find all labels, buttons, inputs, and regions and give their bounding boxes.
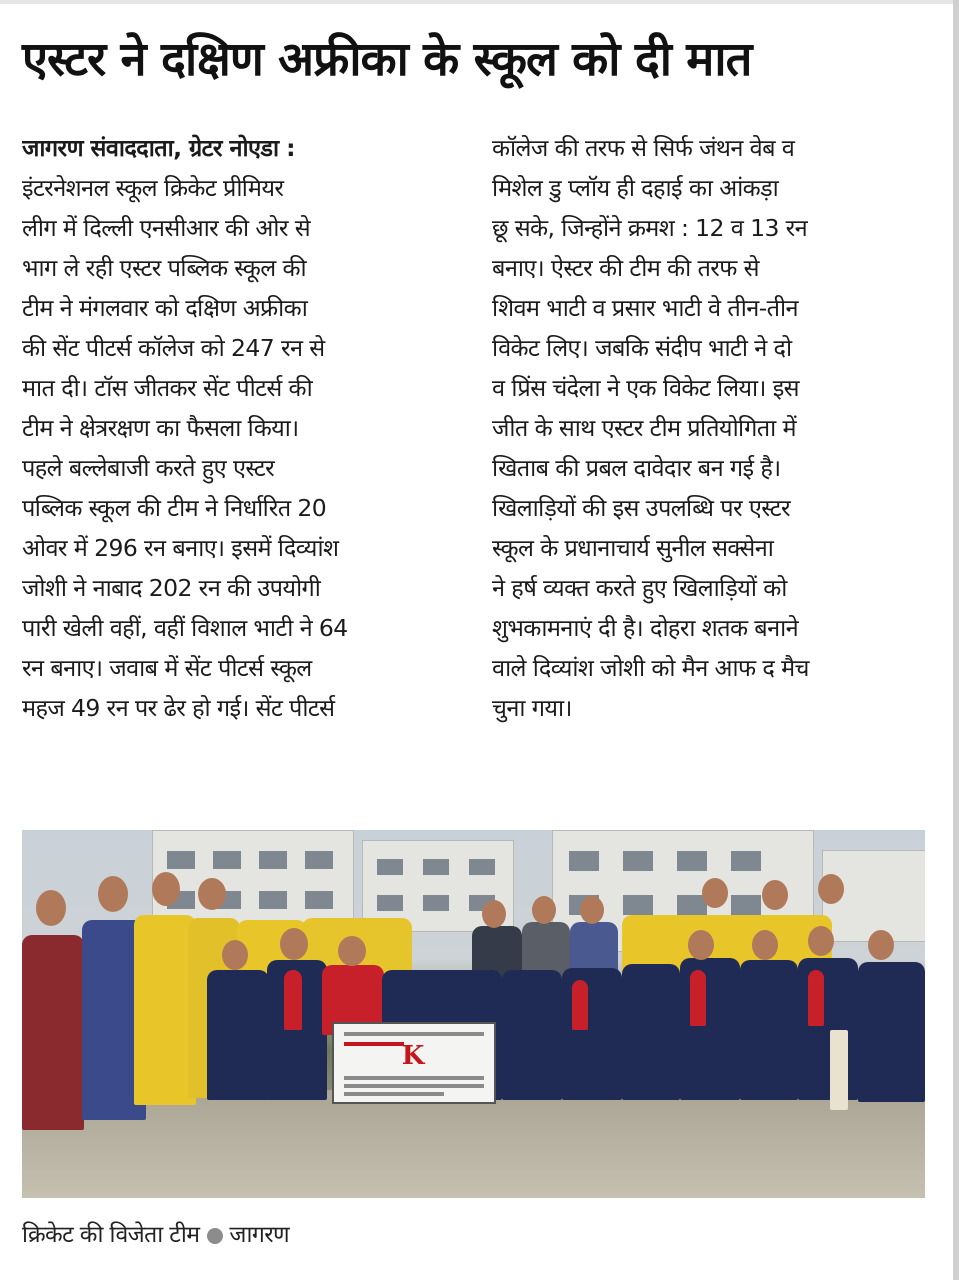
player-figure [207, 970, 269, 1100]
photo-caption [22, 1218, 289, 1252]
player-figure [562, 968, 622, 1100]
byline: जागरण संवाददाता, ग्रेटर नोएडा : [22, 134, 295, 162]
player-figure [284, 970, 302, 1030]
article-line: बनाए। ऐस्टर की टीम की तरफ से [492, 254, 759, 282]
article-line: विकेट लिए। जबकि संदीप भाटी ने दो [492, 334, 792, 362]
page-top-edge [0, 0, 959, 4]
article-line: शुभकामनाएं दी है। दोहरा शतक बनाने [492, 614, 799, 642]
player-figure [858, 962, 925, 1102]
article-line: छू सके, जिन्होंने क्रमश : 12 व 13 रन [492, 214, 808, 242]
sponsor-banner [332, 1022, 496, 1104]
player-figure [798, 958, 858, 1100]
player-figure [690, 970, 706, 1026]
bullet-icon [207, 1228, 223, 1244]
cricket-ground [22, 1090, 925, 1198]
article-line: व प्रिंस चंदेला ने एक विकेट लिया। इस [492, 374, 799, 402]
article-body [22, 128, 922, 828]
article-column-left [22, 128, 454, 728]
sponsor-logo: K [401, 1041, 425, 1071]
article-line: महज 49 रन पर ढेर हो गई। सेंट पीटर्स [22, 694, 335, 722]
player-figure [134, 915, 196, 1105]
player-figure [572, 980, 588, 1030]
caption-credit: जागरण [229, 1222, 290, 1248]
cricket-bat [830, 1030, 848, 1110]
article-line: ने हर्ष व्यक्त करते हुए खिलाड़ियों को [492, 574, 787, 602]
player-figure [622, 964, 680, 1100]
article-line: मात दी। टॉस जीतकर सेंट पीटर्स की [22, 374, 313, 402]
article-line: वाले दिव्यांश जोशी को मैन आफ द मैच [492, 654, 809, 682]
article-line: टीम ने मंगलवार को दक्षिण अफ्रीका [22, 294, 308, 322]
article-line: ओवर में 296 रन बनाए। इसमें दिव्यांश [22, 534, 339, 562]
article-line: स्कूल के प्रधानाचार्य सुनील सक्सेना [492, 534, 774, 562]
page-right-edge [953, 0, 959, 1280]
article-line: रन बनाए। जवाब में सेंट पीटर्स स्कूल [22, 654, 312, 682]
headline: एस्टर ने दक्षिण अफ्रीका के स्कूल को दी मात [22, 32, 752, 87]
article-line: खिताब की प्रबल दावेदार बन गई है। [492, 454, 781, 482]
article-line: शिवम भाटी व प्रसार भाटी वे तीन-तीन [492, 294, 798, 322]
article-line: जोशी ने नाबाद 202 रन की उपयोगी [22, 574, 321, 602]
article-line: खिलाड़ियों की इस उपलब्धि पर एस्टर [492, 494, 791, 522]
article-line: पारी खेली वहीं, वहीं विशाल भाटी ने 64 [22, 614, 348, 642]
article-line: चुना गया। [492, 694, 572, 722]
caption-text: क्रिकेट की विजेता टीम [22, 1222, 200, 1248]
article-line: भाग ले रही एस्टर पब्लिक स्कूल की [22, 254, 306, 282]
article-line: टीम ने क्षेत्ररक्षण का फैसला किया। [22, 414, 299, 442]
player-figure [808, 970, 824, 1026]
article-line: लीग में दिल्ली एनसीआर की ओर से [22, 214, 311, 242]
player-figure [22, 935, 84, 1130]
article-line: जीत के साथ एस्टर टीम प्रतियोगिता में [492, 414, 796, 442]
article-line: कॉलेज की तरफ से सिर्फ जंथन वेब व [492, 134, 795, 162]
player-figure [740, 960, 798, 1100]
article-column-right [492, 128, 924, 728]
article-line: पब्लिक स्कूल की टीम ने निर्धारित 20 [22, 494, 327, 522]
player-figure [680, 958, 740, 1100]
team-photo [22, 830, 925, 1198]
article-line: पहले बल्लेबाजी करते हुए एस्टर [22, 454, 275, 482]
player-figure [502, 970, 562, 1100]
article-line: मिशेल डु प्लॉय ही दहाई का आंकड़ा [492, 174, 779, 202]
article-line: इंटरनेशनल स्कूल क्रिकेट प्रीमियर [22, 174, 284, 202]
article-line: की सेंट पीटर्स कॉलेज को 247 रन से [22, 334, 325, 362]
